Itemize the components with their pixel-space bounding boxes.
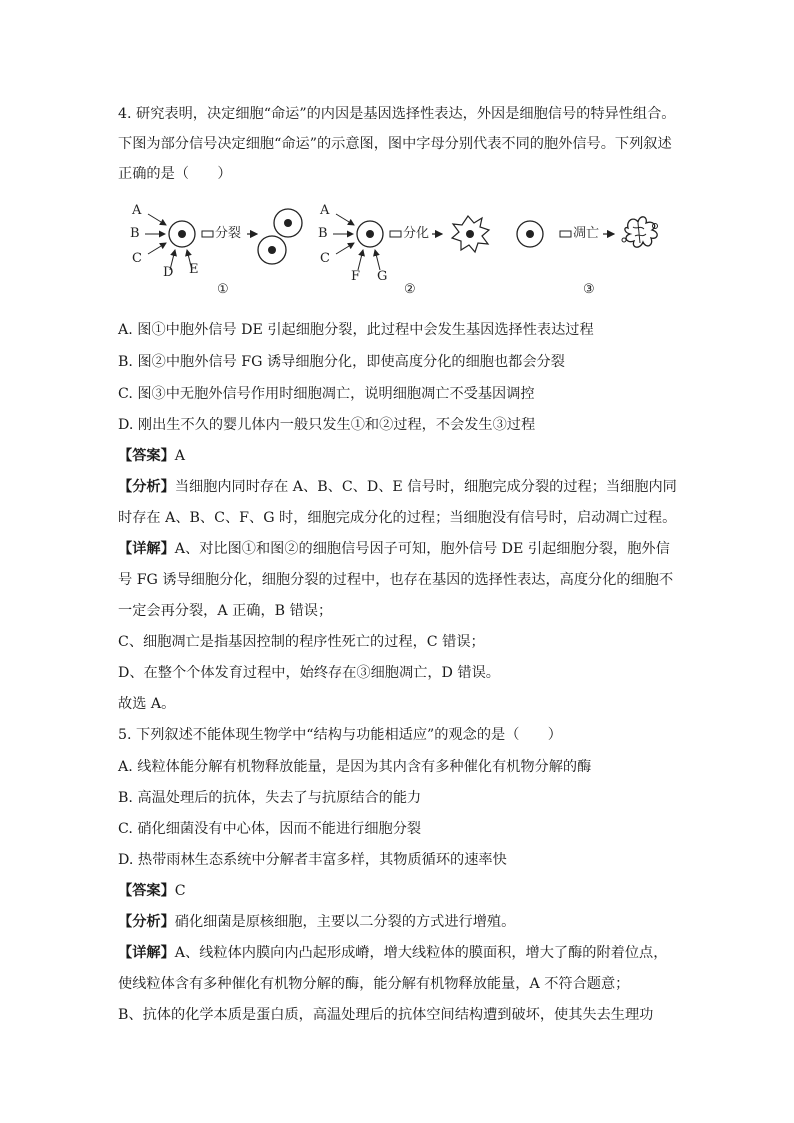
q4-detail-line-2: 号 FG 诱导细胞分化，细胞分裂的过程中，也存在基因的选择性表达，高度分化的细胞不 (118, 572, 674, 588)
q4-conclusion: 故选 A。 (118, 696, 176, 712)
answer-tag: 【答案】 (118, 448, 175, 464)
panel-2-signal-label: C (320, 251, 330, 266)
q4-detail-line-1 (118, 539, 678, 559)
panel-2-process-label: 分化 (403, 226, 430, 241)
analysis-text: 当细胞内同时存在 A、B、C、D、E 信号时，细胞完成分裂的过程；当细胞内同 (174, 479, 677, 495)
panel-1-signal-label: B (130, 226, 140, 241)
q5-analysis (118, 912, 678, 932)
panel-2-signal-label: B (318, 226, 328, 241)
q4-stem-line-1: 4. 研究表明，决定细胞“命运”的内因是基因选择性表达，外因是细胞信号的特异性组合。 (118, 106, 676, 122)
q5-answer (118, 881, 678, 901)
analysis-text: 硝化细菌是原核细胞，主要以二分裂的方式进行增殖。 (174, 914, 516, 930)
q4-analysis-line-1 (118, 477, 678, 497)
q4-detail-line-3: 一定会再分裂，A 正确，B 错误； (118, 603, 333, 619)
panel-2-number: ② (404, 282, 416, 297)
q4-detail-line-4: C、细胞凋亡是指基因控制的程序性死亡的过程，C 错误； (118, 634, 485, 650)
q5-option-d: D. 热带雨林生态系统中分解者丰富多样，其物质循环的速率快 (118, 852, 507, 868)
panel-3-process-label: 凋亡 (573, 226, 600, 241)
panel-1-daughter-cells (258, 209, 302, 264)
detail-text: A、线粒体内膜向内凸起形成嵴，增大线粒体的膜面积，增大了酶的附着位点， (174, 945, 668, 961)
panel-2-signal-arrows (333, 214, 380, 270)
q4-stem-line-2: 下图为部分信号决定细胞“命运”的示意图，图中字母分别代表不同的胞外信号。下列叙述 (118, 136, 672, 152)
panel-1-signal-label: A (132, 203, 142, 218)
detail-text: A、对比图①和图②的细胞信号因子可知，胞外信号 DE 引起细胞分裂，胞外信 (174, 541, 670, 557)
panel-1-signal-label: E (189, 262, 199, 277)
answer-tag: 【答案】 (118, 883, 175, 899)
detail-tag: 【详解】 (118, 945, 175, 961)
q5-detail-line-3: B、抗体的化学本质是蛋白质，高温处理后的抗体空间结构遭到破坏，使其失去生理功 (118, 1007, 654, 1023)
panel-1-process-label: 分裂 (215, 226, 242, 241)
analysis-tag: 【分析】 (118, 479, 175, 495)
q4-option-c: C. 图③中无胞外信号作用时细胞凋亡，说明细胞凋亡不受基因调控 (118, 386, 535, 402)
panel-1-cell (169, 221, 195, 247)
q4-option-d: D. 刚出生不久的婴儿体内一般只发生①和②过程，不会发生③过程 (118, 417, 536, 433)
panel-3-apoptotic-cell (622, 217, 658, 247)
panel-2-signal-label: A (320, 203, 330, 218)
q5-option-a: A. 线粒体能分解有机物释放能量，是因为其内含有多种催化有机物分解的酶 (118, 759, 592, 775)
answer-value: A (174, 448, 186, 464)
q5-detail-line-2: 使线粒体含有多种催化有机物分解的酶，能分解有机物释放能量，A 不符合题意； (118, 976, 630, 992)
q5-stem: 5. 下列叙述不能体现生物学中“结构与功能相适应”的观念的是（ ） (118, 727, 562, 743)
detail-tag: 【详解】 (118, 541, 175, 557)
q4-analysis-line-2: 时存在 A、B、C、F、G 时，细胞完成分化的过程；当细胞没有信号时，启动凋亡过程。 (118, 510, 677, 526)
q5-option-c: C. 硝化细菌没有中心体，因而不能进行细胞分裂 (118, 821, 422, 837)
q4-option-b: B. 图②中胞外信号 FG 诱导细胞分化，即使高度分化的细胞也都会分裂 (118, 354, 565, 370)
q4-stem-line-3: 正确的是（ ） (118, 166, 232, 182)
q5-option-b: B. 高温处理后的抗体，失去了与抗原结合的能力 (118, 790, 422, 806)
cell-fate-diagram (118, 196, 678, 306)
panel-3-cell (517, 221, 543, 247)
analysis-tag: 【分析】 (118, 914, 175, 930)
panel-2-signal-label: F (351, 269, 361, 284)
answer-value: C (174, 883, 186, 899)
panel-2-signal-label: G (377, 269, 388, 284)
q5-detail-line-1 (118, 943, 678, 963)
panel-2-cell (357, 221, 383, 247)
q4-detail-line-5: D、在整个个体发育过程中，始终存在③细胞凋亡，D 错误。 (118, 665, 500, 681)
panel-1-signal-label: C (132, 251, 142, 266)
panel-3-number: ③ (583, 282, 595, 297)
panel-1-signal-arrows (145, 214, 192, 270)
q4-option-a: A. 图①中胞外信号 DE 引起细胞分裂，此过程中会发生基因选择性表达过程 (118, 322, 594, 338)
panel-1-signal-label: D (163, 265, 174, 280)
panel-2-differentiated-cell (452, 216, 489, 252)
panel-1-number: ① (217, 282, 229, 297)
q4-answer (118, 446, 678, 466)
